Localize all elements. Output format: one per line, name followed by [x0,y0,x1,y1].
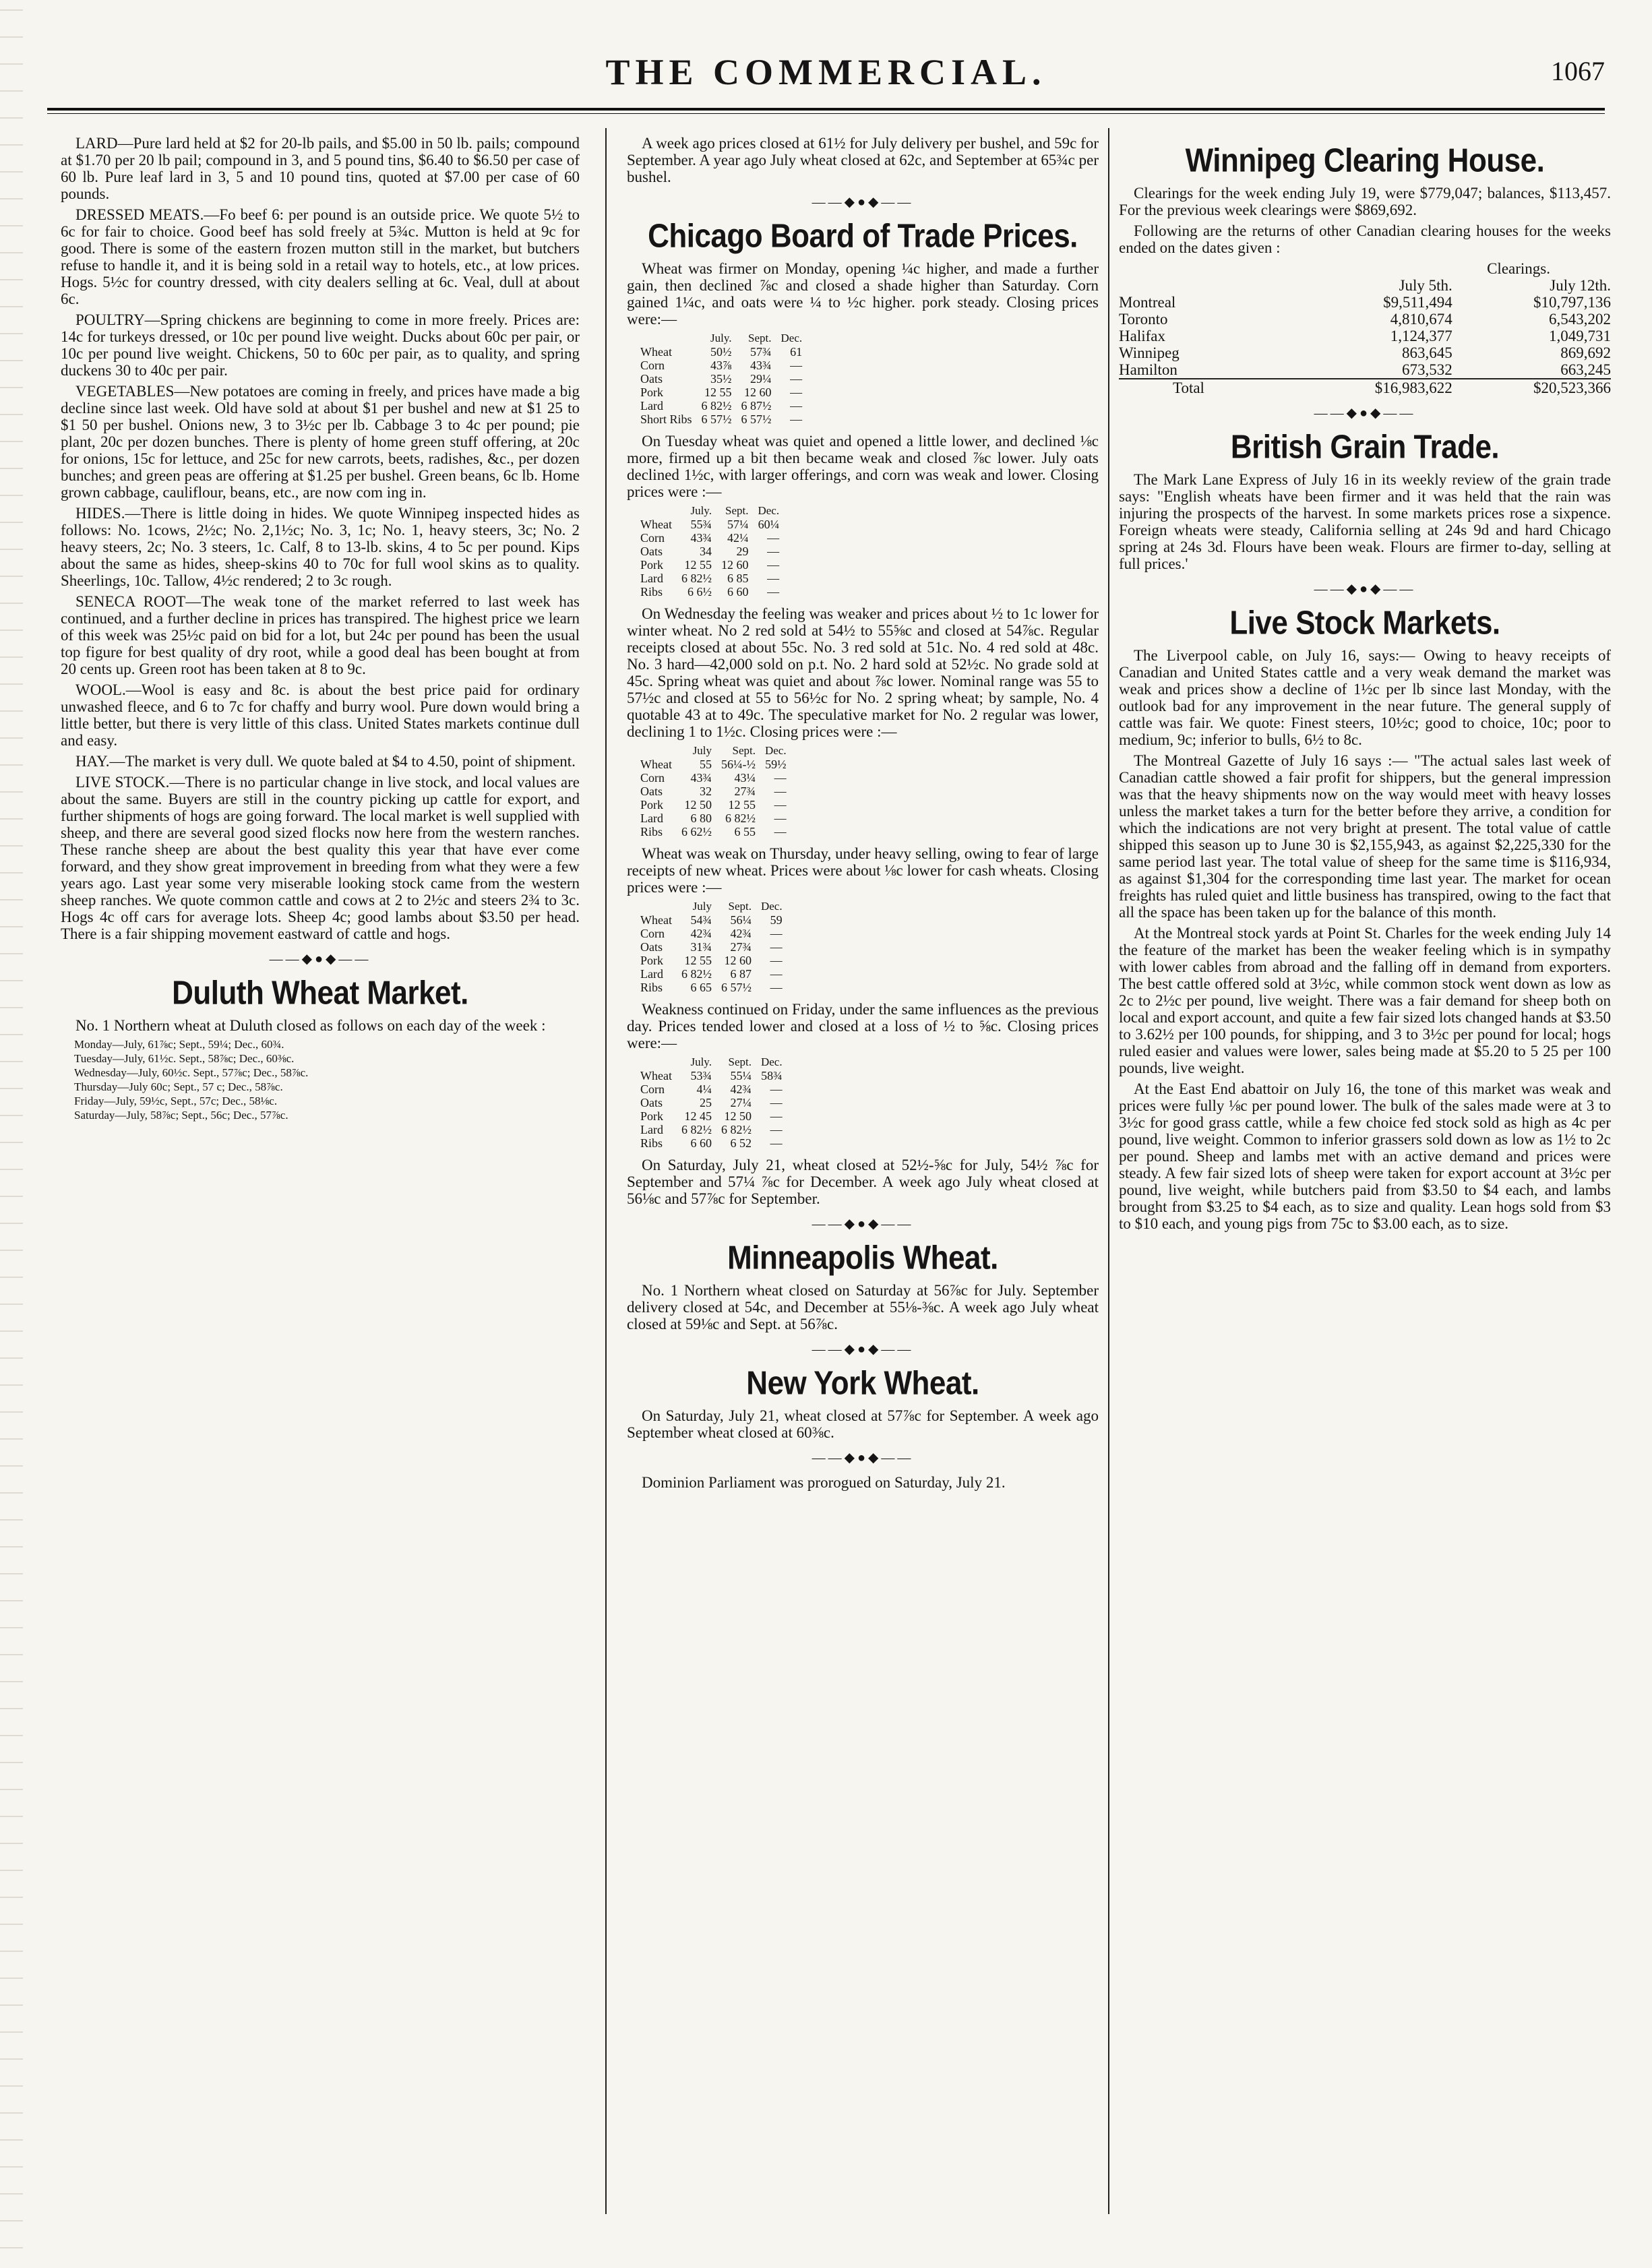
price-cell: 43¾ [690,531,712,545]
column-3 [1119,135,1611,2228]
column-header: Dec. [760,1055,783,1068]
table-row [640,981,792,994]
clearings-value: $10,797,136 [1533,294,1611,311]
price-cell: 43¾ [690,771,712,785]
table-row [640,940,792,954]
section-heading: Live Stock Markets. [1229,605,1500,642]
price-cell: 12 55 [728,798,756,811]
price-cell: 6 80 [690,811,712,825]
table-row [640,1123,792,1136]
price-cell: — [774,811,787,825]
section-paragraph: Dominion Parliament was prorogued on Saturday, July 21. [642,1474,1006,1491]
price-cell: 56¼-½ [721,758,756,771]
commodity-label: Lard [640,1123,663,1136]
price-cell: — [770,967,783,981]
column-header: Sept. [728,900,752,913]
total-label: Total [1173,379,1204,396]
column-header: July 12th. [1550,277,1611,294]
section-paragraph: A week ago prices closed at 61½ for July delivery per bushel, and 59c for September. A year ago July wheat closed at 62c, and September at 65¾c per bushel. [627,135,1099,185]
clearings-row [1119,294,1611,311]
city-label: Hamilton [1119,361,1177,378]
commodity-label: Pork [640,558,664,572]
price-cell: — [774,798,787,811]
market-paragraph: WOOL.—Wool is easy and 8c. is about the best price paid for ordinary unwashed fleece, and 6 to 7c for chaffy and burry wool. Pure down would bring a little better, but there is very little of this class. United States markets continue dull and easy. [61,681,580,749]
section-paragraph: Following are the returns of other Canadian clearing houses for the weeks ended on the dates given : [1119,222,1611,256]
price-cell: — [770,927,783,940]
market-paragraph: POULTRY—Spring chickens are beginning to come in more freely. Prices are: 14c for turkeys dressed, or 10c per pound live weight. Ducks about 60c per pair, or 10c per pound live weight. Chickens, 50 to 60c per pair, as to quality, and spring duckens 30 to 40c per pair. [61,311,580,379]
table-row [640,954,792,967]
clearings-value: $9,511,494 [1383,294,1452,311]
table-header-row [640,1055,792,1069]
column-header: July. [690,1055,712,1068]
price-cell: 12 60 [721,558,749,572]
column-header: Dec. [760,900,783,913]
commodity-label: Pork [640,1109,664,1123]
section-heading: Winnipeg Clearing House. [1185,142,1545,179]
table-row [640,558,789,572]
column-rule [605,128,607,2214]
city-label: Halifax [1119,328,1165,344]
price-cell: — [767,572,780,585]
ornament-divider: ——◆●◆—— [1314,406,1416,421]
commodity-label: Corn [640,359,665,372]
column-2 [627,135,1099,2228]
table-row [640,1069,792,1082]
price-cell: 6 87 [730,967,752,981]
price-cell: 6 60 [690,1136,712,1150]
section-paragraph: No. 1 Northern wheat at Duluth closed as follows on each day of the week : [75,1017,546,1034]
city-label: Winnipeg [1119,344,1180,361]
price-line: Saturday—July, 58⅞c; Sept., 56c; Dec., 57⅞c. [74,1109,288,1122]
price-cell: 42¾ [730,1082,752,1096]
section-paragraph: Wheat was firmer on Monday, opening ¼c higher, and made a further gain, then declined ⅞c and closed a shade higher than Saturday. Corn gained 1¼c, and oats were ¼ to ½c higher. pork steady. Closing prices were:— [627,260,1099,328]
price-cell: 54¾ [690,913,712,927]
commodity-label: Corn [640,771,665,785]
price-cell: 6 57½ [741,412,772,426]
price-cell: 12 60 [724,954,752,967]
clearings-row [1119,344,1611,361]
column-header: Dec. [764,744,787,757]
section-paragraph: The Liverpool cable, on July 16, says:— Owing to heavy receipts of Canadian and United States cattle and a very weak demand the market was weak and prices show a decline of 1½c per lb since last Monday, with the outlook bad for any improvement in the near future. The general supply of cattle was fair. We quote: Finest steers, 10½c; good to choice, 10c; poor to medium, 9c; inferior to bulls, 6½ to 8c. [1119,647,1611,748]
price-cell: — [767,585,780,599]
commodity-label: Lard [640,572,663,585]
market-paragraph: LIVE STOCK.—There is no particular change in live stock, and local values are about the same. Buyers are still in the country picking up cattle for export, and further shipments of hogs are going forward. The local market is well supplied with sheep, and there are several good sized flocks now here from the western ranches. These ranche sheep are about the best quality this year that have ever come forward, and they show great improvement in breeding from what they were a few years ago. Last year some very miserable looking stock came from the western sheep ranches. We quote common cattle and cows at 2 to 2½c and steers 2¾ to 3c. Hogs 4c off cars for average lots. Sheep 4c; good lambs about $3.50 per head. There is a fair shipping movement eastward of cattle and hogs. [61,774,580,942]
price-cell: 53¾ [690,1069,712,1082]
ornament-divider: ——◆●◆—— [812,195,914,210]
section-paragraph: At the East End abattoir on July 16, the tone of this market was weak and prices were fully ⅛c per pound lower. The bulk of the sales made were at 3 to 3½c for good grass cattle, while a few choice fed stock sold as high as 4c per pound, live weight. Common to inferior grassers sold down as low as 1½ to 2c per pound. Sheep and lambs met with an active demand and prices were steady. A few fair sized lots of sheep were taken for export account at 3½c per pound, live weight, while butchers paid from $3.50 to $4 each, and lambs brought from $3.25 to $4 each, as to size and quality. Lean hogs sold from $3 to $10 each, and young pigs from 75c to $3.00 each, as to size. [1119,1080,1611,1232]
table-row [640,1136,792,1150]
section-heading: Duluth Wheat Market. [172,975,468,1012]
table-row [640,372,812,386]
table-row [640,927,792,940]
price-cell: 6 6½ [687,585,712,599]
section-heading: Minneapolis Wheat. [727,1239,998,1277]
price-cell: — [790,399,803,412]
price-cell: 43¼ [734,771,756,785]
ornament-divider: ——◆●◆—— [812,1342,914,1357]
price-cell: — [770,981,783,994]
clearings-rows [1119,294,1611,379]
price-cell: 12 50 [724,1109,752,1123]
price-table [640,744,796,838]
table-row [640,412,812,426]
price-cell: — [770,1136,783,1150]
commodity-label: Pork [640,954,664,967]
price-cell: 12 55 [704,386,732,399]
clearings-value: 663,245 [1560,361,1611,378]
table-header-row [640,900,792,913]
price-cell: 6 57½ [701,412,732,426]
price-line: Friday—July, 59½c, Sept., 57c; Dec., 58⅛c. [74,1095,278,1107]
market-paragraph: HIDES.—There is little doing in hides. We quote Winnipeg inspected hides as follows: No. 1cows, 2½c; No. 2,1½c; No. 3, 1c; No. 1, heavy steers, 3c; No. 2 heavy steers, 2c; No. 3 steers, 1c. Calf, 8 to 13-lb. skins, 4 to 5c per pound. Kips about the same as hides, sheep-skins 40 to 70c for full wool skins as to quality. Sheerlings, 10c. Tallow, 4½c rendered; 2 to 3c rough. [61,505,580,589]
price-cell: 12 60 [744,386,772,399]
clearings-row [1119,361,1611,379]
commodity-label: Lard [640,967,663,981]
column-header: Dec. [781,332,803,344]
clearings-row [1119,328,1611,344]
price-cell: 6 52 [730,1136,752,1150]
masthead [47,47,1605,115]
price-cell: — [770,1109,783,1123]
table-row [640,825,796,838]
price-cell: 6 82½ [725,811,756,825]
price-cell: — [790,372,803,386]
price-cell: 6 82½ [721,1123,752,1136]
section-heading: New York Wheat. [746,1365,979,1402]
commodity-label: Wheat [640,758,672,771]
clearings-value: 869,692 [1560,344,1611,361]
price-table [640,332,812,426]
commodity-label: Oats [640,785,663,798]
clearings-value: 1,049,731 [1549,328,1611,344]
price-cell: 42¼ [727,531,749,545]
price-cell: 6 85 [727,572,749,585]
price-cell: — [770,954,783,967]
price-table [640,900,792,994]
table-row [640,585,789,599]
commodity-label: Wheat [640,913,672,927]
price-cell: — [770,940,783,954]
ornament-divider: ——◆●◆—— [1314,582,1416,596]
masthead-title: THE COMMERCIAL. [605,52,1047,92]
column-header: Sept. [748,332,772,344]
column-header: July 5th. [1399,277,1452,294]
table-row [640,811,796,825]
price-cell: — [774,771,787,785]
city-label: Montreal [1119,294,1176,311]
table-row [640,572,789,585]
section-heading: British Grain Trade. [1230,429,1500,466]
section-paragraph: No. 1 Northern wheat closed on Saturday at 56⅞c for July. September delivery closed at 54c, and December at 55⅛-⅜c. A week ago July wheat closed at 59⅛c and Sept. at 56⅞c. [627,1282,1099,1332]
price-cell: — [770,1123,783,1136]
price-cell: — [774,785,787,798]
section-paragraph: The Montreal Gazette of July 16 says :— "The actual sales last week of Canadian cattle showed a fair profit for shippers, but the general impression was that the heavy shipments now on the way would meet with heavy losses unless the market takes a turn for the better before they arrive, a condition for which the indications are not very bright at present. The total value of cattle shipped this season up to June 30 is $2,155,943, as against $2,225,330 for the same period last year. The total value of sheep for the same time is $116,934, as against $1,304 for the corresponding time last year. The market for ocean freights has ruled quiet and little business has transpired, owing to the fact that all the space has been taken up for the balance of this month. [1119,752,1611,921]
table-header-row [640,744,796,758]
market-paragraph: LARD—Pure lard held at $2 for 20-lb pails, and $5.00 in 50 lb. pails; compound at $1.70 per 20 lb pail; compound in 3, and 5 pound tins, $6.40 to $6.50 per case of 60 lb. Pure leaf lard in 3, 5 and 10 pound tins, quoted at $7.00 per case of 60 pounds. [61,135,580,202]
column-header: July. [690,504,712,517]
table-row [640,359,812,372]
price-cell: 42¾ [690,927,712,940]
price-line: Tuesday—July, 61½c. Sept., 58⅞c; Dec., 60⅜c. [74,1052,295,1065]
table-row [640,771,796,785]
price-cell: 12 55 [684,954,712,967]
commodity-label: Ribs [640,1136,663,1150]
commodity-label: Ribs [640,981,663,994]
price-cell: 55¼ [730,1069,752,1082]
commodity-label: Corn [640,531,665,545]
price-cell: 59 [770,913,783,927]
price-cell: 6 55 [734,825,756,838]
section-paragraph: Wheat was weak on Thursday, under heavy selling, owing to fear of large receipts of new wheat. Prices were about ⅛c lower for cash wheats. Closing prices were :— [627,845,1099,896]
price-cell: — [790,412,803,426]
section-paragraph: At the Montreal stock yards at Point St. Charles for the week ending July 14 the feature of the market has been the weaker feeling which is in sympathy with lower cables from abroad and the falling off in demand from exporters. The best cattle offered sold at 3½c, while common stock went down as low as 2c to 2½c per pound, live weight. There was a fair demand for sheep both on local and export account, and quite a few fair sized lots changed hands at $3.50 to 3.62½ per 100 pounds, for shipping, and 3 to 3½c per pound for local; hogs ruled easier and values were lower, sales being made at $5.20 to 5 25 per 100 pounds, live weight. [1119,925,1611,1076]
price-cell: 59½ [765,758,787,771]
section-paragraph: On Saturday, July 21, wheat closed at 57⅞c for September. A week ago September wheat closed at 60⅜c. [627,1407,1099,1441]
masthead-rule-thin [47,113,1605,114]
price-cell: 43¾ [750,359,772,372]
total-value: $16,983,622 [1374,379,1452,396]
price-cell: — [767,531,780,545]
total-value: $20,523,366 [1533,379,1611,396]
table-header-row [640,332,812,345]
clearings-value: 863,645 [1402,344,1452,361]
clearings-caption: Clearings. [1487,260,1550,277]
commodity-label: Oats [640,545,663,558]
section-paragraph: On Saturday, July 21, wheat closed at 52½-⅝c for July, 54½ ⅞c for September and 57¼ ⅞c for December. A week ago July wheat closed at 56⅛c and 57⅞c for September. [627,1157,1099,1207]
price-cell: 42¾ [730,927,752,940]
price-cell: 57¾ [750,345,772,359]
clearings-value: 673,532 [1402,361,1452,378]
clearings-table [1119,260,1611,396]
table-row [640,518,789,531]
clearings-row [1119,311,1611,328]
price-line: Monday—July, 61⅞c; Sept., 59¼; Dec., 60¾. [74,1038,284,1051]
table-row [640,798,796,811]
commodity-label: Oats [640,940,663,954]
price-cell: 6 82½ [701,399,732,412]
table-row [640,758,796,771]
ornament-divider: ——◆●◆—— [269,952,371,967]
table-row [640,913,792,927]
price-cell: 6 62½ [681,825,712,838]
commodity-label: Corn [640,927,665,940]
table-row [640,399,812,412]
column-header: Sept. [728,1055,752,1068]
price-cell: 55¾ [690,518,712,531]
price-cell: — [767,558,780,572]
commodity-label: Lard [640,811,663,825]
commodity-label: Lard [640,399,663,412]
commodity-label: Wheat [640,1069,672,1082]
table-header-row [640,504,789,518]
section-paragraph: Clearings for the week ending July 19, were $779,047; balances, $113,457. For the previous week clearings were $869,692. [1119,185,1611,218]
commodity-label: Short Ribs [640,412,692,426]
price-cell: 6 82½ [681,572,712,585]
market-paragraph: SENECA ROOT—The weak tone of the market referred to last week has continued, and a further decline in prices has transpired. The highest price we learn of this week was 25½c paid on bid for a lot, but 24c per pound has been the usual top figure for best quality of dry root, while a good deal has been bought at from 20 cents up. Green root has been taken at 8 to 9c. [61,593,580,677]
price-cell: 58¾ [761,1069,783,1082]
column-header: Sept. [732,744,756,757]
commodity-label: Wheat [640,518,672,531]
table-row [640,345,812,359]
commodity-label: Ribs [640,585,663,599]
price-cell: 34 [699,545,712,558]
market-paragraph: DRESSED MEATS.—Fo beef 6: per pound is an outside price. We quote 5½ to 6c for fair to choice. Good beef has sold freely at 5¾c. Mutton is held at 9c for good. There is some of the eastern frozen mutton still in the market, but butchers refuse to handle it, and it is being sold in a retail way to hotels, etc., at low prices. Hogs. 5½c for country dressed, with city dealers selling at 6c. Veal, dull at about 6c. [61,206,580,307]
price-cell: 29 [736,545,749,558]
price-cell: 27¾ [730,940,752,954]
price-cell: 57¼ [727,518,749,531]
section-paragraph: On Tuesday wheat was quiet and opened a little lower, and declined ⅛c more, firmed up a bit then became weak and closed ⅞c lower. July oats declined 1½c, with larger offerings, and corn was weak and lower. Closing prices were :— [627,433,1099,500]
commodity-label: Corn [640,1082,665,1096]
clearings-total-row [1119,379,1611,396]
section-paragraph: The Mark Lane Express of July 16 in its weekly review of the grain trade says: "English wheats have been firmer and it was held that the rain was injuring the prospects of the harvest. In some markets prices rose a sixpence. Foreign wheats were steady, California selling at 24s 9d and hard Chicago spring at 24s 3d. Flours have been weak. Flours are firmer to-day, selling at full prices.' [1119,471,1611,572]
column-header: July [692,900,712,913]
price-cell: — [770,1096,783,1109]
table-row [640,1109,792,1123]
column-1 [61,135,580,2228]
price-cell: 25 [699,1096,712,1109]
price-cell: 31¾ [690,940,712,954]
price-cell: — [790,359,803,372]
price-line: Wednesday—July, 60½c. Sept., 57⅞c; Dec., 58⅞c. [74,1066,309,1079]
page-number: 1067 [1551,56,1605,86]
table-row [640,531,789,545]
scan-edge [0,0,23,2268]
price-cell: — [790,386,803,399]
price-cell: 6 82½ [681,1123,712,1136]
ornament-divider: ——◆●◆—— [812,1450,914,1465]
price-cell: 4¼ [696,1082,712,1096]
price-cell: 6 65 [690,981,712,994]
price-cell: 55 [699,758,712,771]
price-cell: 6 87½ [741,399,772,412]
section-paragraph: On Wednesday the feeling was weaker and prices about ½ to 1c lower for winter wheat. No 2 red sold at 54½ to 55⅝c and closed at 54⅞c. Regular receipts closed at about 55c. No. 3 red sold at 51c. No. 4 red sold at 48c. No. 3 hard—42,000 sold on p.t. No. 2 hard sold at 52½c. No grade sold at 45c. Spring wheat was quiet and about ⅞c lower. Nominal range was 55 to 57½c and closed at 55 to 56½c for No. 2 spring wheat; by sample, No. 4 quotable 43 at to 49c. The speculative market for No. 2 regular was lower, declining 1 to 1½c. Closing prices were :— [627,605,1099,740]
table-row [640,386,812,399]
price-table [640,1055,792,1150]
price-cell: 12 55 [684,558,712,572]
price-cell: 35½ [710,372,732,386]
price-cell: — [767,545,780,558]
section-paragraph: Weakness continued on Friday, under the same influences as the previous day. Prices tended lower and closed at a loss of ½ to ⅝c. Closing prices were:— [627,1001,1099,1051]
price-cell: 56¼ [730,913,752,927]
table-row [640,1096,792,1109]
column-header: Dec. [758,504,780,517]
ornament-divider: ——◆●◆—— [812,1217,914,1231]
clearings-value: 1,124,377 [1390,328,1452,344]
price-cell: 6 60 [727,585,749,599]
price-cell: 27¾ [734,785,756,798]
price-cell: 12 45 [684,1109,712,1123]
market-paragraph: HAY.—The market is very dull. We quote baled at $4 to 4.50, point of shipment. [75,753,576,770]
price-cell: — [770,1082,783,1096]
column-header: July [692,744,712,757]
commodity-label: Pork [640,386,664,399]
commodity-label: Pork [640,798,664,811]
commodity-label: Wheat [640,345,672,359]
price-cell: 32 [699,785,712,798]
price-line: Thursday—July 60c; Sept., 57 c; Dec., 58⅞c. [74,1080,283,1093]
commodity-label: Oats [640,1096,663,1109]
table-row [640,785,796,798]
price-cell: 27¼ [730,1096,752,1109]
table-row [640,545,789,558]
price-cell: 12 50 [684,798,712,811]
masthead-rule [47,108,1605,111]
price-cell: 61 [790,345,803,359]
column-header: Sept. [725,504,749,517]
clearings-value: 4,810,674 [1390,311,1452,328]
market-paragraph: VEGETABLES—New potatoes are coming in freely, and prices have made a big decline since last week. Old have sold at about $1 per bushel and new at $1 25 to $1 50 per bushel. Onions new, 3 to 3½c per lb. Cabbage 3 to 4c per pound; pie plant, 20c per dozen bunches. There is plenty of home green stuff offering, at 20c for onions, 15c for lettuce, and 25c for new carrots, beets, radishes, &c., per dozen bunches; and green peas are offering at $1.25 per bushel. Green beans, 6c lb. Home grown cabbage, cauliflour, beans, etc., are now com ing in. [61,383,580,501]
commodity-label: Ribs [640,825,663,838]
price-cell: 43⅞ [710,359,732,372]
price-cell: 6 57½ [721,981,752,994]
price-cell: — [774,825,787,838]
price-cell: 50½ [710,345,732,359]
price-table [640,504,789,599]
section-heading: Chicago Board of Trade Prices. [648,218,1078,255]
column-header: July. [710,332,732,344]
table-row [640,967,792,981]
price-cell: 29¼ [750,372,772,386]
city-label: Toronto [1119,311,1168,328]
commodity-label: Oats [640,372,663,386]
price-cell: 6 82½ [681,967,712,981]
table-row [640,1082,792,1096]
clearings-value: 6,543,202 [1549,311,1611,328]
price-cell: 60¼ [758,518,780,531]
column-rule [1108,128,1109,2214]
